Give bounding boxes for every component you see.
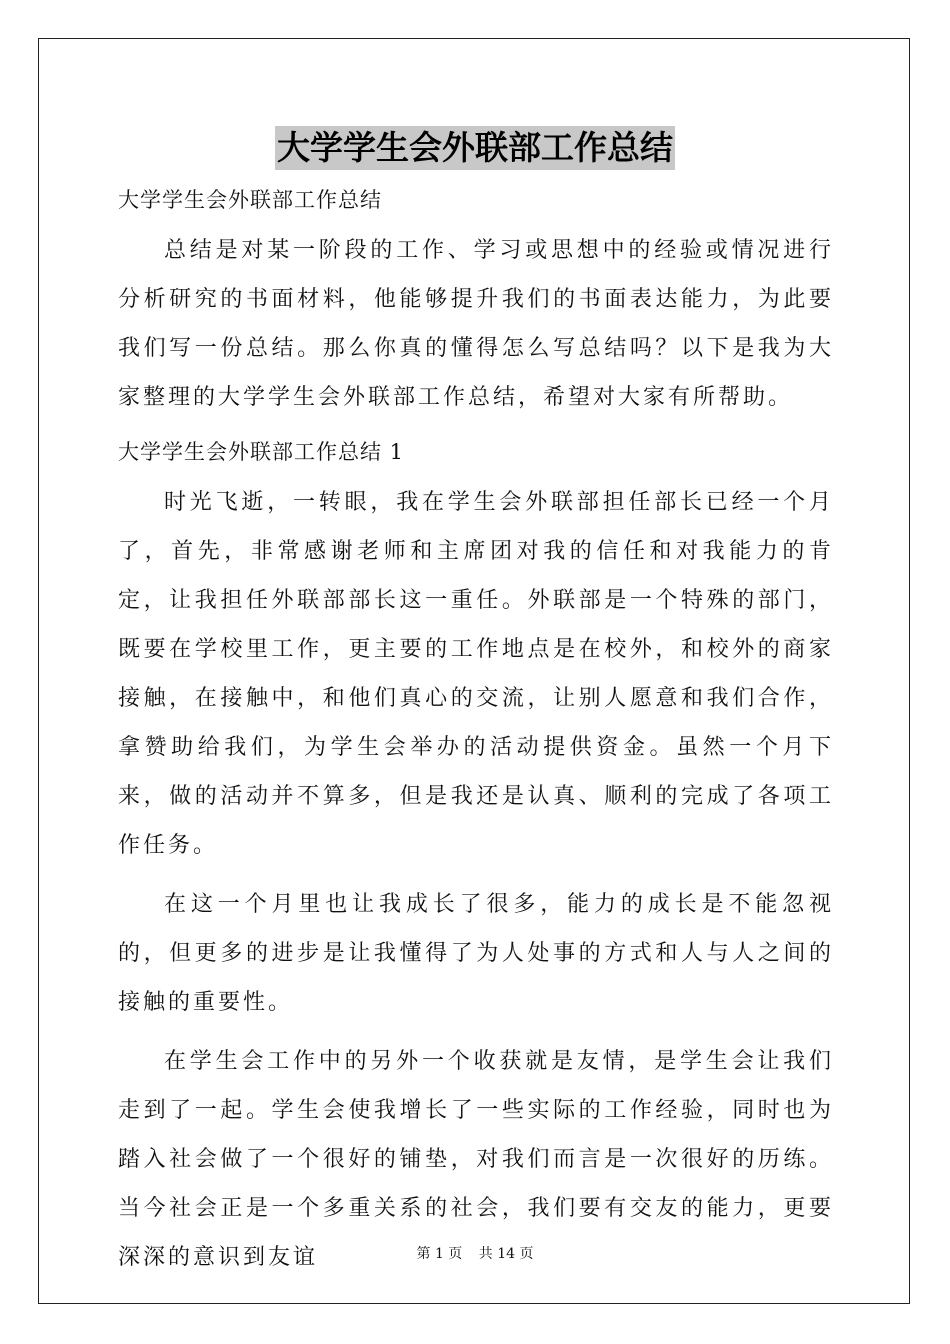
title-container [0,126,950,170]
page-number: 第 1 页 [416,1246,463,1262]
body-paragraph-3: 在学生会工作中的另外一个收获就是友情，是学生会让我们走到了一起。学生会使我增长了一些实际的工作经验，同时也为踏入社会做了一个很好的铺垫，对我们而言是一次很好的历练。当今社会正是一个多重关系的社会，我们要有交友的能力，更要深深的意识到友谊 [118,1049,834,1270]
total-pages: 共 14 页 [478,1246,534,1262]
section-heading: 大学学生会外联部工作总结 1 [118,440,405,464]
page-footer [0,1245,950,1263]
intro-paragraph: 总结是对某一阶段的工作、学习或思想中的经验或情况进行分析研究的书面材料，他能够提升我们的书面表达能力，为此要我们写一份总结。那么你真的懂得怎么写总结吗？以下是我为大家整理的大学学生会外联部工作总结，希望对大家有所帮助。 [118,238,834,410]
body-paragraph-1: 时光飞逝，一转眼，我在学生会外联部担任部长已经一个月了，首先，非常感谢老师和主席团对我的信任和对我能力的肯定，让我担任外联部部长这一重任。外联部是一个特殊的部门，既要在学校里工作，更主要的工作地点是在校外，和校外的商家接触，在接触中，和他们真心的交流，让别人愿意和我们合作，拿赞助给我们，为学生会举办的活动提供资金。虽然一个月下来，做的活动并不算多，但是我还是认真、顺利的完成了各项工作任务。 [118,490,834,858]
body-paragraph-2: 在这一个月里也让我成长了很多，能力的成长是不能忽视的，但更多的进步是让我懂得了为人处事的方式和人与人之间的接触的重要性。 [118,892,834,1015]
subtitle-line: 大学学生会外联部工作总结 [118,188,382,212]
document-title: 大学学生会外联部工作总结 [275,126,675,170]
document-body [118,180,834,1292]
